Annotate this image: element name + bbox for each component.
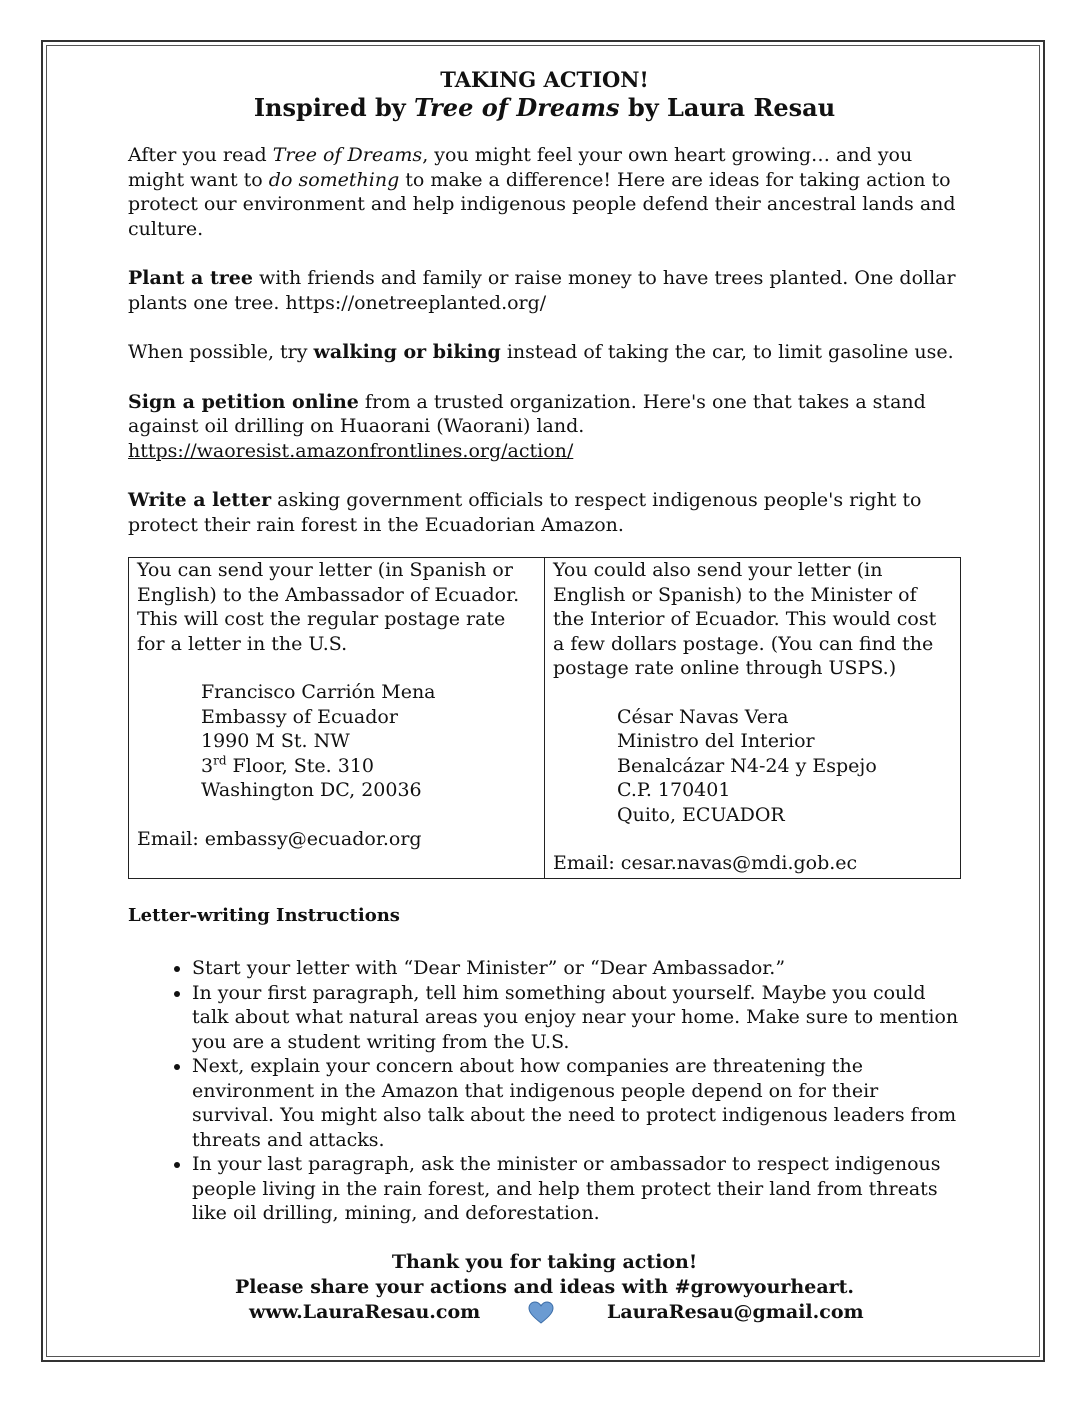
floor-rest: Floor, Ste. 310 bbox=[226, 754, 375, 777]
address-line-floor bbox=[201, 754, 536, 779]
list-item: • In your first paragraph, tell him something about yourself. Maybe you could talk about what natural areas you enjoy near your home. Make sure to mention you are a student writing from the U.S. bbox=[192, 981, 961, 1055]
address-line: 1990 M St. NW bbox=[201, 730, 350, 752]
floor-number: 3 bbox=[201, 754, 214, 777]
plant-tree-text: with friends and family or raise money to have trees planted. One dollar plants one tree. https://onetreeplanted.org/ bbox=[128, 267, 956, 314]
intro-text-1: After you read bbox=[128, 144, 267, 166]
address-line: César Navas Vera bbox=[617, 705, 789, 728]
address-line: Benalcázar N4-24 y Espejo bbox=[617, 754, 877, 777]
minister-intro: You could also send your letter (in English or Spanish) to the Minister of the Interior of Ecuador. This would cost a few dollars postage. (You can find the postage rate online through USPS.) bbox=[553, 559, 937, 679]
write-letter-heading: Write a letter bbox=[128, 489, 272, 511]
subtitle-suffix: by Laura Resau bbox=[627, 93, 836, 122]
ambassador-email: Email: embassy@ecuador.org bbox=[137, 827, 422, 850]
website-link[interactable]: www.LauraResau.com bbox=[249, 1300, 481, 1323]
address-line: C.P. 170401 bbox=[617, 779, 731, 801]
subtitle-book-title: Tree of Dreams bbox=[414, 93, 620, 122]
document-page bbox=[128, 66, 961, 1326]
intro-emphasis: do something bbox=[268, 168, 400, 191]
ambassador-cell bbox=[129, 558, 545, 879]
instructions-list bbox=[128, 956, 961, 1226]
email-link[interactable]: LauraResau@gmail.com bbox=[607, 1300, 864, 1323]
petition-text: from a trusted organization. Here's one that takes a stand against oil drilling on Huaorani (Waorani) land. bbox=[128, 390, 926, 437]
footer-contact bbox=[128, 1300, 961, 1326]
list-item: • Start your letter with “Dear Minister” or “Dear Ambassador.” bbox=[192, 956, 961, 981]
floor-ordinal: rd bbox=[213, 753, 227, 768]
intro-paragraph bbox=[128, 143, 961, 241]
intro-book-title: Tree of Dreams bbox=[272, 144, 423, 166]
plant-tree-paragraph bbox=[128, 266, 961, 315]
walk-bike-paragraph bbox=[128, 340, 961, 365]
petition-paragraph bbox=[128, 390, 961, 464]
plant-tree-heading: Plant a tree bbox=[128, 267, 253, 289]
write-letter-text: asking government officials to respect indigenous people's right to protect their rain forest in the Ecuadorian Amazon. bbox=[128, 489, 922, 536]
minister-address bbox=[617, 705, 952, 828]
ambassador-address bbox=[201, 680, 536, 803]
write-letter-paragraph bbox=[128, 488, 961, 537]
document-subtitle bbox=[128, 93, 961, 123]
address-line: Francisco Carrión Mena bbox=[201, 681, 436, 703]
minister-cell bbox=[545, 558, 961, 879]
petition-link[interactable]: https://waoresist.amazonfrontlines.org/action/ bbox=[128, 439, 574, 462]
document-title: TAKING ACTION! bbox=[440, 67, 649, 92]
list-item: • Next, explain your concern about how companies are threatening the environment in the Amazon that indigenous people depend on for their survival. You might also talk about the need to protect indigenous leaders from threats and attacks. bbox=[192, 1054, 961, 1152]
address-line: Quito, ECUADOR bbox=[617, 803, 785, 826]
subtitle-prefix: Inspired by bbox=[253, 93, 406, 122]
walk-text-post: instead of taking the car, to limit gasoline use. bbox=[506, 341, 954, 363]
list-item: • In your last paragraph, ask the minister or ambassador to respect indigenous people living in the rain forest, and help them protect their land from threats like oil drilling, mining, and deforestation. bbox=[192, 1152, 961, 1226]
intro-text-3: to make a difference! Here are ideas for taking action to protect our environment and help indigenous people defend their ancestral lands and culture. bbox=[128, 168, 956, 240]
address-line: Ministro del Interior bbox=[617, 730, 815, 752]
address-table bbox=[128, 557, 961, 879]
walk-text-pre: When possible, try bbox=[128, 341, 308, 363]
instructions-heading: Letter-writing Instructions bbox=[128, 904, 400, 926]
walk-bike-bold: walking or biking bbox=[313, 341, 501, 363]
ambassador-intro: You can send your letter (in Spanish or English) to the Ambassador of Ecuador. This will cost the regular postage rate for a letter in the U.S. bbox=[137, 559, 520, 655]
address-line: Embassy of Ecuador bbox=[201, 705, 398, 728]
address-line: Washington DC, 20036 bbox=[201, 779, 422, 801]
petition-heading: Sign a petition online bbox=[128, 390, 359, 413]
closing-share: Please share your actions and ideas with #growyourheart. bbox=[234, 1275, 855, 1298]
heart-icon bbox=[528, 1301, 554, 1325]
closing-thanks: Thank you for taking action! bbox=[391, 1250, 698, 1273]
intro-text-2: , you might feel your own heart growing… and you might want to bbox=[128, 144, 913, 191]
minister-email: Email: cesar.navas@mdi.gob.ec bbox=[553, 852, 858, 874]
